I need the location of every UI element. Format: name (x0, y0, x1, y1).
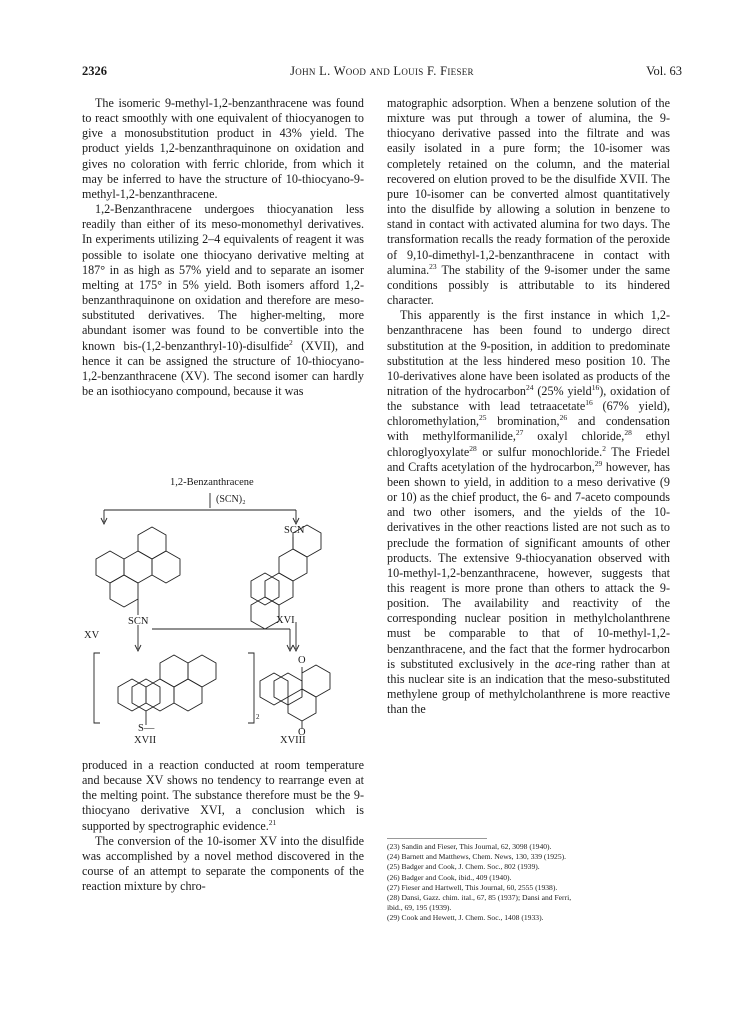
paragraph (387, 308, 670, 717)
reference-marker: 27 (515, 428, 524, 438)
reference-marker: 21 (268, 817, 277, 827)
paragraph (387, 96, 670, 308)
text-run: bromination, (486, 414, 560, 429)
page-number: 2326 (82, 64, 107, 78)
footnotes (387, 842, 670, 924)
sulfur-label: S— (138, 723, 155, 734)
text-run: however, has been shown to yield, in addition to a meso derivative (9 or 10) as the chief product, the 6- and 7-aceto compounds and two other isomers, and the yields of the 10-derivatives in the other reactions listed are not such as to preclude the formation of significant amounts of other products. The extensive 9-thiocyanation observed with 10-methyl-1,2-benzanthracene, however, suggests that this reagent is more prone than others to attack the 9-position. The availability and reactivity of the corresponding nuclear position in methylcholanthrene must be comparable to that of 10-methyl-1,2-benzanthracene, and the fact that the former hydrocarbon is substituted exclusively in the (387, 459, 671, 671)
footnote: (29) Cook and Hewett, J. Chem. Soc., 1408 (1933). (387, 913, 544, 923)
text-run: and condensation with methylformanilide, (387, 414, 670, 444)
molecule-xviii (260, 665, 330, 729)
paragraph (82, 758, 364, 834)
oxygen-label-bottom: O (298, 727, 306, 738)
footnote-rule (387, 838, 487, 839)
text-run-italic: ace (554, 656, 572, 671)
reference-marker: 16 (591, 382, 600, 392)
footnote: (23) Sandin and Fieser, This Journal, 62, 3098 (1940). (387, 842, 552, 851)
reference-marker: 28 (624, 428, 632, 438)
paragraph (82, 202, 364, 399)
footnote: (26) Badger and Cook, ibid., 409 (1940). (387, 872, 512, 882)
reference-marker: 2 (289, 337, 293, 347)
compound-label-xv: XV (84, 630, 100, 641)
compound-label-xviii: XVIII (280, 735, 306, 746)
compound-label-xvii: XVII (134, 735, 157, 746)
text-run: 1,2-Benzanthracene undergoes thiocyanation less readily than either of its meso-monomethyl derivatives. In experiments utilizing 2–4 equivalents of reagent it was possible to isolate one thiocyano derivative melting at 187° in as high as 57% yield and to separate an isomer melting at 175° in 5% yield. Both isomers afford 1,2-benzanthraquinone on oxidation and therefore are meso-substituted derivatives. The higher-melting, more abundant isomer was found to be convertible into the known bis-(1,2-benzanthryl-10)-disulfide (82, 202, 364, 353)
text-run: (25% yield (533, 383, 592, 398)
footnote: (25) Badger and Cook, J. Chem. Soc., 802 (1939). (387, 862, 540, 872)
oxygen-label-top: O (298, 655, 306, 666)
text-run: (67% yield), chloromethylation, (387, 399, 670, 429)
reference-marker: 29 (594, 458, 603, 468)
scn-label-xvi: SCN (284, 525, 305, 536)
text-run: ethyl chloroglyoxylate (387, 429, 670, 459)
reference-marker: 2 (602, 443, 606, 453)
reference-marker: 16 (585, 398, 593, 408)
text-run: produced in a reaction conducted at room temperature and because XV shows no tendency to rearrange even at the melting point. The substance therefore must be the 9-thiocyano derivative XVI, a conclusion which is supported by spectrographic evidence. (82, 758, 364, 833)
reaction-scheme (82, 477, 364, 749)
molecule-xv (96, 527, 180, 615)
paragraph: The conversion of the 10-isomer XV into the disulfide was accomplished by a novel method discovered in the course of an attempt to separate the components of the reaction mixture by chro- (82, 833, 364, 894)
lower-left-column (82, 758, 364, 894)
text-run: -ring rather than at this nuclear site is an indication that the meso-substituted methylene group of methylcholanthrene is more reactive than the (387, 656, 670, 717)
text-run: ), oxidation of the substance with lead tetraacetate (387, 383, 670, 414)
compound-label-xvi: XVI (276, 615, 295, 626)
text-run: The stability of the 9-isomer under the same conditions possibly is attributable to its hindered character. (387, 262, 670, 308)
running-authors: John L. Wood and Louis F. Fieser (290, 64, 474, 78)
footnote: (28) Dansi, Gazz. chim. ital., 67, 85 (1937); Dansi and Ferri, (387, 893, 572, 903)
molecule-xvii (94, 653, 254, 725)
text-run: or sulfur monochloride. (476, 444, 603, 459)
scheme-drawing (82, 477, 364, 749)
reference-marker: 25 (479, 413, 487, 423)
text-run: oxalyl chloride, (523, 429, 625, 444)
footnote: (27) Fieser and Hartwell, This Journal, 60, 2555 (1938). (387, 882, 558, 892)
molecule-xvi (251, 525, 321, 629)
left-column (82, 96, 364, 399)
footnote: (24) Barnett and Matthews, Chem. News, 130, 339 (1925). (387, 852, 567, 862)
paragraph: The isomeric 9-methyl-1,2-benzanthracene was found to react smoothly with one equivalent of thiocyanogen to give a monosubstitution product in 43% yield. The product yields 1,2-benzanthraquinone on oxidation and gives no coloration with ferric chloride, from which it may be inferred to have the structure of 10-thiocyano-9-methyl-1,2-benzanthracene. (82, 96, 364, 201)
dimer-subscript: 2 (256, 713, 260, 721)
text-run: The Friedel and Crafts acetylation of the hydrocarbon, (387, 444, 670, 474)
right-column (387, 96, 670, 717)
reference-marker: 23 (429, 261, 437, 271)
reagent-label: (SCN)₂ (216, 494, 246, 505)
reference-marker: 28 (469, 443, 477, 453)
footnote-continuation: ibid., 69, 195 (1939). (387, 903, 452, 913)
text-run: This apparently is the first instance in which 1,2-benzanthracene has been found to undergo direct substitution at the 9-position, in addition to predominate substitution at the less hindered meso position 10. The 10-derivatives alone have been isolated as products of the nitration of the hydrocarbon (387, 308, 670, 398)
reference-marker: 24 (525, 382, 534, 392)
reference-marker: 26 (559, 413, 568, 423)
text-run: (XVII), and hence it can be assigned the structure of 10-thiocyano-1,2-benzanthracene (XV). The second isomer can hardly be an isothiocyano compound, because it was (82, 338, 364, 398)
text-run: matographic adsorption. When a benzene solution of the mixture was put through a tower of alumina, the 9-thiocyano derivative passed into the filtrate and was easily isolated in a pure form; the 10-isomer was completely retained on the column, and the material recovered on elution proved to be the disulfide XVII. The pure 10-isomer can be converted almost quantitatively into the disulfide by allowing a solution in benzene to stand in contact with activated alumina for two days. The transformation recalls the ready formation of the peroxide of 9,10-dimethyl-1,2-benzanthracene in contact with alumina. (387, 96, 670, 277)
scn-label-xv: SCN (128, 616, 149, 627)
starting-material-label: 1,2-Benzanthracene (170, 477, 254, 488)
running-header (82, 64, 682, 80)
volume-number: Vol. 63 (646, 64, 682, 78)
